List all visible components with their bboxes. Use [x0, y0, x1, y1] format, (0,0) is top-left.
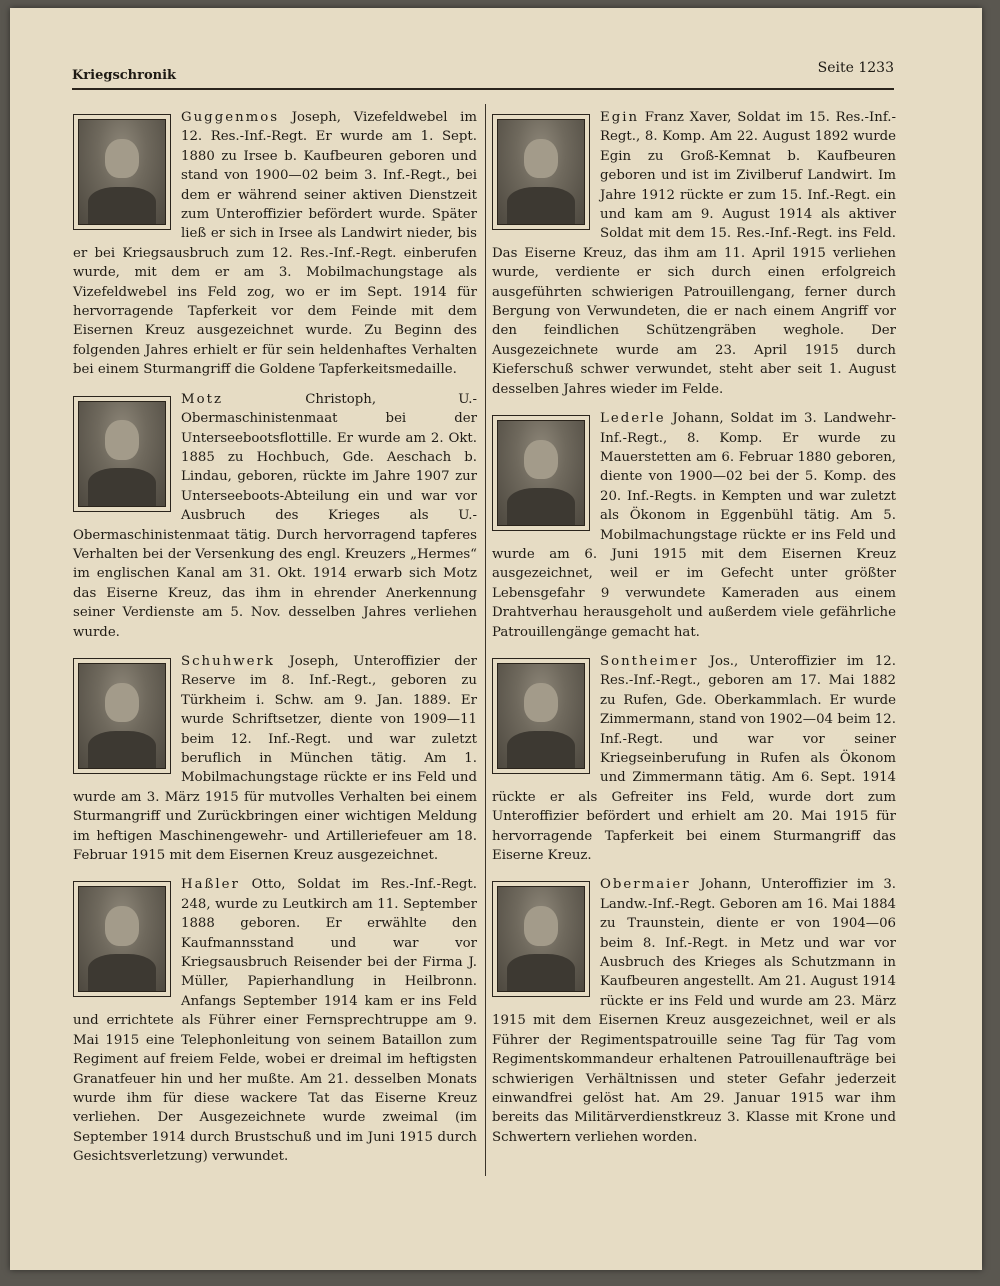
- entry-name: Obermaier: [600, 877, 691, 893]
- portrait-photo: [73, 114, 171, 230]
- entry-text: Joseph, Unteroffizier der Reserve im 8. Inf.-Regt., geboren zu Türkheim i. Schw. am 9. Jan. 1889. Er wurde Schriftsetzer, diente von 1909—11 beim 12. Inf.-Regt. und war zuletzt beruflich in München tätig. Am 1. Mobilmachungstage rückte er ins Feld und wurde am 3. März 1915 für mutvolles Verhalten bei einem Sturmangriff und Zurückbringen einer wichtigen Meldung im heftigen Maschinengewehr- und Artilleriefeuer am 18. Februar 1915 mit dem Eisernen Kreuz ausgezeichnet.: [73, 653, 477, 864]
- entry-text: Christoph, U.-Obermaschinistenmaat bei der Unterseebootsflottille. Er wurde am 2. Okt. 1885 zu Hochbuch, Gde. Aeschach b. Lindau, geboren, rückte im Jahre 1907 zur Unterseeboots-Abteilung ein und war vor Ausbruch des Krieges als U.-Obermaschinistenmaat tätig. Durch hervorragend tapferes Verhalten bei der Versenkung des engl. Kreuzers „Hermes“ im englischen Kanal am 31. Okt. 1914 erwarb sich Motz das Eiserne Kreuz, das ihm in ehrender Anerkennung seiner Verdienste am 5. Nov. desselben Jahres verliehen wurde.: [73, 391, 477, 640]
- portrait-photo: [492, 881, 590, 997]
- column-divider: [485, 104, 486, 1176]
- page-number: Seite 1233: [817, 60, 894, 76]
- entry-text: Jos., Unteroffizier im 12. Res.-Inf.-Regt., geboren am 17. Mai 1882 zu Rufen, Gde. Oberkammlach. Er wurde Zimmermann, stand von 1902—04 beim 12. Inf.-Regt. und war vor seiner Kriegseinberufung in Rufen als Ökonom und Zimmermann tätig. Am 6. Sept. 1914 rückte er als Gefreiter ins Feld, wurde dort zum Unteroffizier befördert und erhielt am 20. Mai 1915 für hervorragende Tapferkeit bei einem Sturmangriff das Eiserne Kreuz.: [492, 653, 896, 864]
- portrait-photo: [492, 415, 590, 531]
- entry-lederle: [492, 409, 896, 642]
- entry-text: Johann, Soldat im 3. Landwehr-Inf.-Regt., 8. Komp. Er wurde zu Mauerstetten am 6. Februar 1880 geboren, diente von 1900—02 bei der 5. Komp. des 20. Inf.-Regts. in Kempten und war zuletzt als Ökonom in Eggenbühl tätig. Am 5. Mobilmachungstage rückte er ins Feld und wurde am 6. Juni 1915 mit dem Eisernen Kreuz ausgezeichnet, weil er im Gefecht unter größter Lebensgefahr 9 verwundete Kameraden aus einem Drahtverhau herausgeholt und außerdem viele gefährliche Patrouillengänge gemacht hat.: [492, 411, 896, 640]
- entry-motz: [73, 390, 477, 642]
- entry-sontheimer: [492, 652, 896, 865]
- entry-name: Sontheimer: [600, 653, 699, 669]
- entry-hassler: [73, 875, 477, 1166]
- entry-text: Otto, Soldat im Res.-Inf.-Regt. 248, wurde zu Leutkirch am 11. September 1888 geboren. Er erwählte den Kaufmannsstand und war vor Kriegsausbruch Reisender bei der Firma J. Müller, Papierhandlung in Heilbronn. Anfangs September 1914 kam er ins Feld und errichtete als Führer einer Fernsprechtruppe am 9. Mai 1915 eine Telephonleitung von seinem Bataillon zum Regiment auf freiem Felde, wobei er dreimal im heftigsten Granatfeuer hin und her mußte. Am 21. desselben Monats wurde ihm für diese wackere Tat das Eiserne Kreuz verliehen. Der Ausgezeichnete wurde zweimal (im September 1914 durch Brustschuß und im Juni 1915 durch Gesichtsverletzung) verwundet.: [73, 877, 477, 1165]
- right-column: [492, 108, 896, 1157]
- entry-schuhwerk: [73, 652, 477, 865]
- portrait-photo: [73, 881, 171, 997]
- entry-text: Joseph, Vizefeldwebel im 12. Res.-Inf.-Regt. Er wurde am 1. Sept. 1880 zu Irsee b. Kaufbeuren geboren und stand von 1900—02 beim 3. Inf.-Regt., bei dem er während seiner aktiven Dienstzeit zum Unteroffizier befördert wurde. Später ließ er sich in Irsee als Landwirt nieder, bis er bei Kriegsausbruch zum 12. Res.-Inf.-Regt. einberufen wurde, mit dem er am 3. Mobilmachungstage als Vizefeldwebel ins Feld zog, wo er im Sept. 1914 für hervorragende Tapferkeit vor dem Feinde mit dem Eisernen Kreuz ausgezeichnet wurde. Zu Beginn des folgenden Jahres erhielt er für sein heldenhaftes Verhalten bei einem Sturmangriff die Goldene Tapferkeitsmedaille.: [73, 110, 477, 378]
- entry-name: Schuhwerk: [181, 653, 275, 669]
- left-column: [73, 108, 477, 1177]
- entry-name: Lederle: [600, 411, 666, 427]
- portrait-photo: [73, 658, 171, 774]
- section-title: Kriegschronik: [72, 68, 177, 83]
- entry-obermaier: [492, 875, 896, 1147]
- portrait-photo: [492, 114, 590, 230]
- header-rule: [72, 88, 894, 90]
- portrait-photo: [73, 396, 171, 512]
- portrait-photo: [492, 658, 590, 774]
- entry-name: Haßler: [181, 877, 240, 893]
- entry-name: Motz: [181, 391, 223, 407]
- entry-name: Egin: [600, 110, 640, 125]
- entry-text: Franz Xaver, Soldat im 15. Res.-Inf.-Regt., 8. Komp. Am 22. August 1892 wurde Egin zu Groß-Kemnat b. Kaufbeuren geboren und ist im Zivilberuf Landwirt. Im Jahre 1912 rückte er zum 15. Inf.-Regt. ein und kam am 9. August 1914 als aktiver Soldat mit dem 15. Res.-Inf.-Regt. ins Feld. Das Eiserne Kreuz, das ihm am 11. April 1915 verliehen wurde, verdiente er sich durch einen erfolgreich ausgeführten schwierigen Patrouillengang, ferner durch Bergung von Verwundeten, die er nach einem Angriff vor den feindlichen Schützengräben weghole. Der Ausgezeichnete wurde am 23. April 1915 durch Kieferschuß schwer verwundet, steht aber seit 1. August desselben Jahres wieder im Felde.: [492, 110, 896, 397]
- entry-egin: [492, 108, 896, 399]
- entry-text: Johann, Unteroffizier im 3. Landw.-Inf.-Regt. Geboren am 16. Mai 1884 zu Traunstein, diente er von 1904—06 beim 8. Inf.-Regt. in Metz und war vor Ausbruch des Krieges als Schutzmann in Kaufbeuren angestellt. Am 21. August 1914 rückte er ins Feld und wurde am 23. März 1915 mit dem Eisernen Kreuz ausgezeichnet, weil er als Führer der Regimentspatrouille seine Tag für Tag vom Regimentskommandeur erhaltenen Patrouillenaufträge bei schwierigen Verhältnissen und steter Gefahr jederzeit einwandfrei gelöst hat. Am 29. Januar 1915 war ihm bereits das Militärverdienstkreuz 3. Klasse mit Krone und Schwertern verliehen worden.: [492, 877, 897, 1145]
- entry-name: Guggenmos: [181, 110, 280, 125]
- entry-guggenmos: [73, 108, 477, 380]
- newspaper-page: [10, 8, 982, 1270]
